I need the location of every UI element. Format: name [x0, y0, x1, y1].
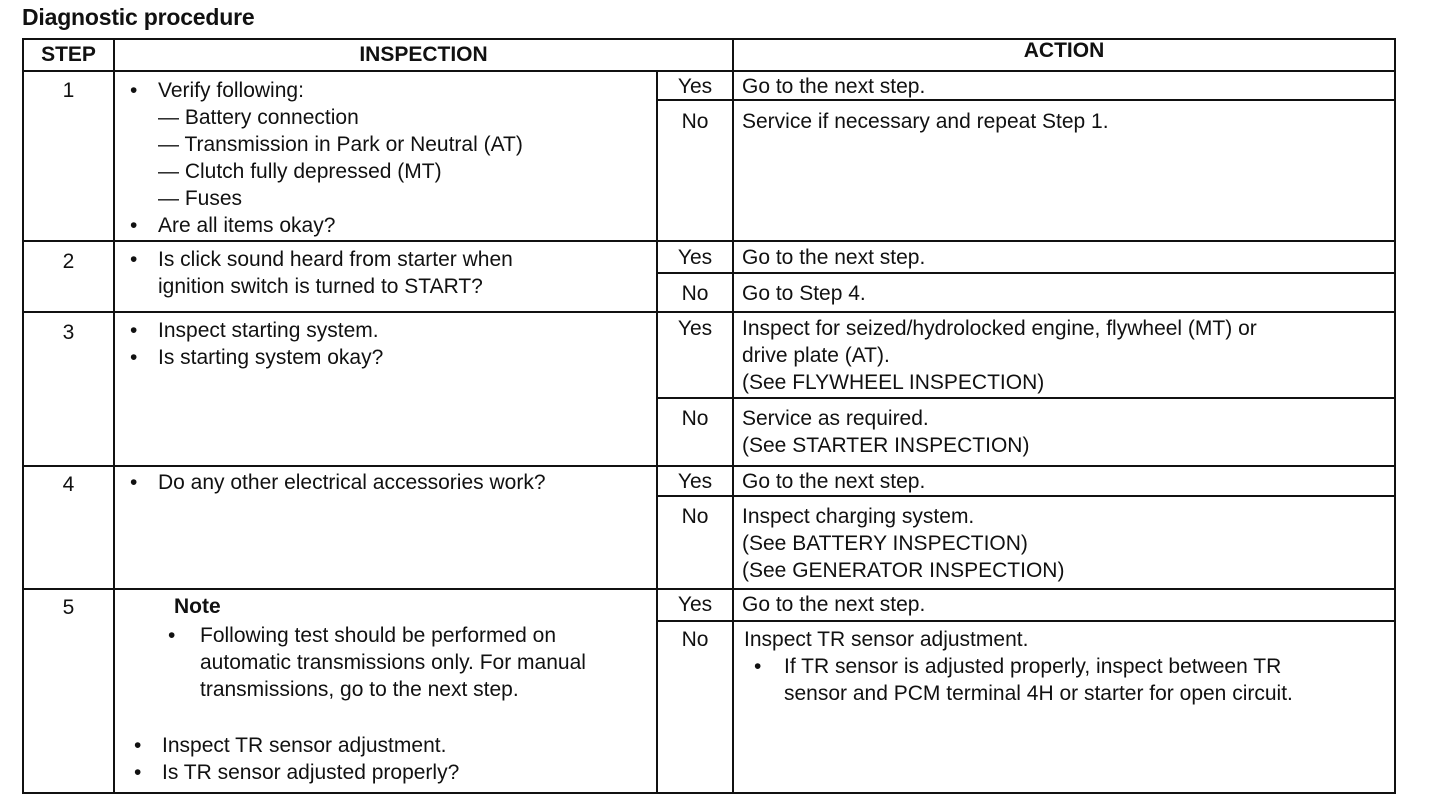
yes-label: Yes: [677, 317, 713, 340]
yes-action: Go to the next step.: [742, 593, 926, 616]
step-number: 3: [62, 321, 75, 344]
action-column-divider: [732, 40, 734, 792]
step-number: 1: [62, 79, 75, 102]
no-label: No: [681, 110, 709, 133]
yes-label: Yes: [677, 593, 713, 616]
step-number: 5: [62, 596, 75, 619]
inspection-text: • Inspect TR sensor adjustment. • Is TR sensor adjusted properly?: [134, 732, 459, 786]
inspection-note-body: • Following test should be performed on automatic transmissions only. For manual transmissions, go to the next step.: [162, 622, 586, 703]
yesno-divider-4: [656, 495, 1394, 497]
header-step: STEP: [41, 43, 96, 66]
header-inspection: INSPECTION: [359, 43, 488, 66]
diagnostic-table: [22, 38, 1396, 794]
no-label: No: [681, 282, 709, 305]
no-action: Go to Step 4.: [742, 282, 866, 305]
no-action: Inspect TR sensor adjustment. • If TR sensor is adjusted properly, inspect between TR sensor and PCM terminal 4H or starter for open circuit.: [744, 626, 1293, 707]
row-divider-4: [24, 588, 1394, 590]
yesno-divider-2: [656, 272, 1394, 274]
no-label: No: [681, 407, 709, 430]
inspection-note: [168, 593, 221, 620]
no-action: Inspect charging system. (See BATTERY INSPECTION) (See GENERATOR INSPECTION): [742, 505, 1065, 582]
yes-label: Yes: [677, 75, 713, 98]
yesno-divider-5: [656, 620, 1394, 622]
document-title: Diagnostic procedure: [22, 4, 255, 30]
yes-action: Go to the next step.: [742, 470, 926, 493]
step-number: 4: [62, 473, 75, 496]
no-action: Service if necessary and repeat Step 1.: [742, 110, 1109, 133]
header-divider: [24, 70, 1394, 72]
yes-label: Yes: [677, 470, 713, 493]
inspection-text: • Verify following: — Battery connection — Transmission in Park or Neutral (AT) — Clutch fully depressed (MT) — Fuses • Are all items okay?: [130, 77, 523, 239]
no-label: No: [681, 505, 709, 528]
inspection-text: • Is click sound heard from starter when ignition switch is turned to START?: [130, 246, 513, 300]
yes-action: Go to the next step.: [742, 75, 926, 98]
no-label: No: [681, 628, 709, 651]
row-divider-3: [24, 465, 1394, 467]
yes-action: Go to the next step.: [742, 246, 926, 269]
inspection-text: • Inspect starting system. • Is starting system okay?: [130, 317, 383, 371]
step-number: 2: [62, 250, 75, 273]
step-column-divider: [113, 40, 115, 792]
inspection-text: • Do any other electrical accessories work?: [130, 469, 546, 496]
header-action: ACTION: [1023, 39, 1105, 62]
note-title: Note: [174, 595, 221, 618]
yes-action: Inspect for seized/hydrolocked engine, flywheel (MT) or drive plate (AT). (See FLYWHEEL INSPECTION): [742, 317, 1257, 394]
yesno-divider-3: [656, 397, 1394, 399]
no-action: Service as required. (See STARTER INSPECTION): [742, 407, 1030, 457]
row-divider-2: [24, 311, 1394, 313]
row-divider-1: [24, 240, 1394, 242]
yes-label: Yes: [677, 246, 713, 269]
